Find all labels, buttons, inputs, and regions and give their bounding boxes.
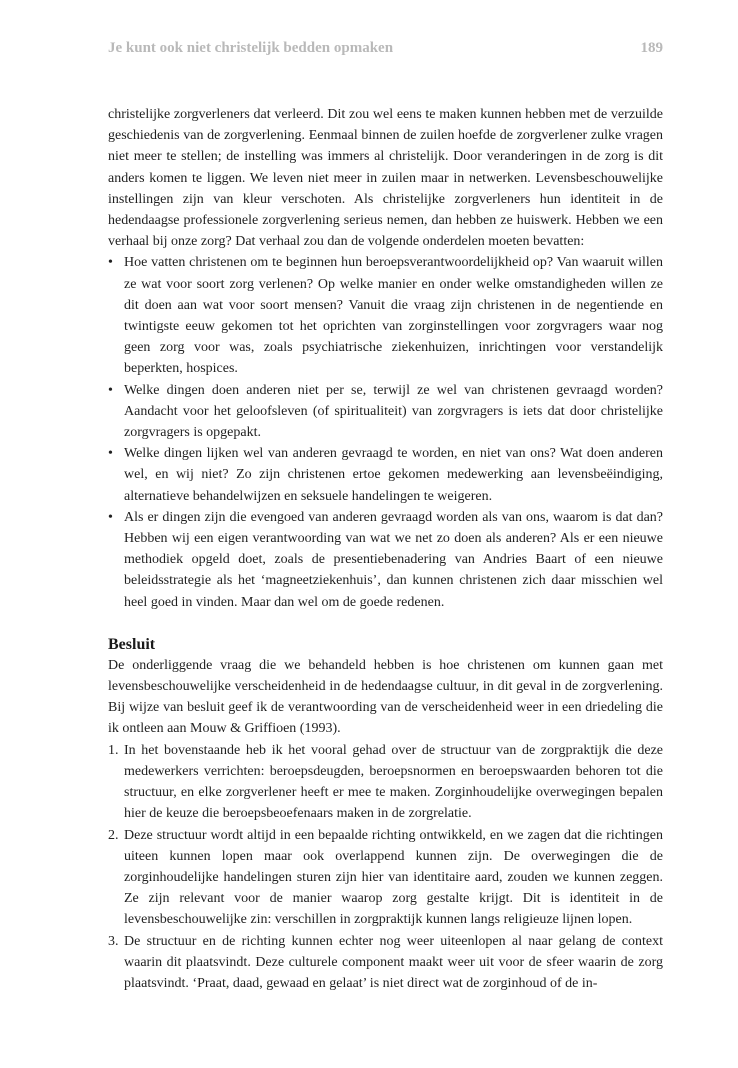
page-number: 189: [640, 40, 663, 56]
item-number: 3.: [108, 933, 119, 949]
numbered-item: [108, 740, 663, 825]
section-heading: Besluit: [108, 635, 156, 653]
bullet-text: Welke dingen lijken wel van anderen gevraagd te worden, en niet van ons? Wat doen anderen wel, en wij niet? Zo zijn christenen ertoe gekomen medewerking aan levensbeëindiging, alternatieve behandelwijzen en seksuele handelingen te weigeren.: [124, 446, 663, 504]
bullet-marker: •: [108, 446, 113, 462]
running-title: Je kunt ook niet christelijk bedden opmaken: [108, 40, 394, 56]
bullet-text: Als er dingen zijn die evengoed van anderen gevraagd worden als van ons, waarom is dat dan? Hebben wij een eigen verantwoording van wat we net zo doen als anderen? Als er een nieuwe methodiek opgeld doet, zoals de presentiebenadering van Andries Baart of een nieuwe beleidsstrategie als het ‘magneetziekenhuis’, dan kunnen christenen zich daar misschien wel heel goed in vinden. Maar dan wel om de goede redenen.: [124, 509, 663, 610]
bullet-item: [108, 443, 663, 507]
bullet-marker: •: [108, 509, 113, 525]
running-header: [108, 40, 663, 57]
bullet-text: Welke dingen doen anderen niet per se, terwijl ze wel van christenen gevraagd worden? Aandacht voor het geloofsleven (of spiritualiteit) van zorgvragers is iets dat door christelijke zorgvragers is opgepakt.: [124, 382, 663, 441]
bullet-marker: •: [108, 255, 113, 271]
item-text: Deze structuur wordt altijd in een bepaalde richting ontwikkeld, en we zagen dat die richtingen uiteen kunnen lopen maar ook overlappend kunnen zijn. De overwegingen die de zorginhoudelijke handelingen sturen zijn hier van identitaire aard, zouden we kunnen zeggen. Ze zijn relevant voor de manier waarop zorg gestalte krijgt. Dit is identiteit in de levensbeschouwelijke zin: verschillen in zorgpraktijk kunnen langs religieuze lijnen lopen.: [124, 827, 663, 928]
numbered-item: [108, 931, 663, 995]
bullet-item: [108, 252, 663, 379]
item-number: 1.: [108, 742, 119, 758]
item-text: In het bovenstaande heb ik het vooral gehad over de structuur van de zorgpraktijk die deze medewerkers verrichten: beroepsdeugden, beroepsnormen en beroepswaarden behoren tot die structuur, en elke zorgverlener heeft er mee te maken. Zorginhoudelijke overwegingen bepalen hier de keuze die beroepsbeoefenaars maken in de zorgrelatie.: [124, 742, 663, 822]
section-paragraph: De onderliggende vraag die we behandeld hebben is hoe christenen om kunnen gaan met levensbeschouwelijke verscheidenheid in de hedendaagse cultuur, in dit geval in de zorgverlening. Bij wijze van besluit geef ik de verantwoording van de verscheidenheid weer in een driedeling die ik ontleen aan Mouw & Griffioen (1993).: [108, 657, 663, 737]
intro-paragraph: christelijke zorgverleners dat verleerd. Dit zou wel eens te maken kunnen hebben met de verzuilde geschiedenis van de zorgverlening. Eenmaal binnen de zuilen hoefde de zorgverlener zulke vragen niet meer te stellen; de instelling was immers al christelijk. Door veranderingen in de zorg is dit anders komen te liggen. We leven niet meer in zuilen maar in netwerken. Levensbeschouwelijke instellingen zijn van kleur verschoten. Als christelijke zorgverleners hun identiteit in de hedendaagse professionele zorgverlening serieus nemen, dan hebben ze huiswerk. Hebben we een verhaal bij onze zorg? Dat verhaal zou dan de volgende onderdelen moeten bevatten:: [108, 107, 663, 250]
bullet-list: [108, 252, 663, 612]
bullet-item: [108, 507, 663, 613]
bullet-text: Hoe vatten christenen om te beginnen hun beroepsverantwoordelijkheid op? Van waaruit willen ze wat voor soort zorg verlenen? Op welke manier en onder welke omstandigheden willen ze dit doen aan wat voor soort mensen? Vanuit die vraag zijn christenen in de negentiende en twintigste eeuw gekomen tot het oprichten van zorginstellingen voor zorgvragers waar nog geen zorg voor was, zoals psychiatrische ziekenhuizen, inrichtingen voor verstandelijk beperkten, hospices.: [124, 255, 663, 377]
page-body: [108, 104, 663, 994]
numbered-list: [108, 740, 663, 994]
item-number: 2.: [108, 827, 119, 843]
bullet-item: [108, 380, 663, 444]
bullet-marker: •: [108, 382, 113, 398]
numbered-item: [108, 825, 663, 931]
item-text: De structuur en de richting kunnen echter nog weer uiteenlopen al naar gelang de context waarin dit plaatsvindt. Deze culturele component maakt weer uit voor de sfeer waarin de zorg plaatsvindt. ‘Praat, daad, gewaad en gelaat’ is niet direct wat de zorginhoud of de in-: [124, 933, 663, 991]
